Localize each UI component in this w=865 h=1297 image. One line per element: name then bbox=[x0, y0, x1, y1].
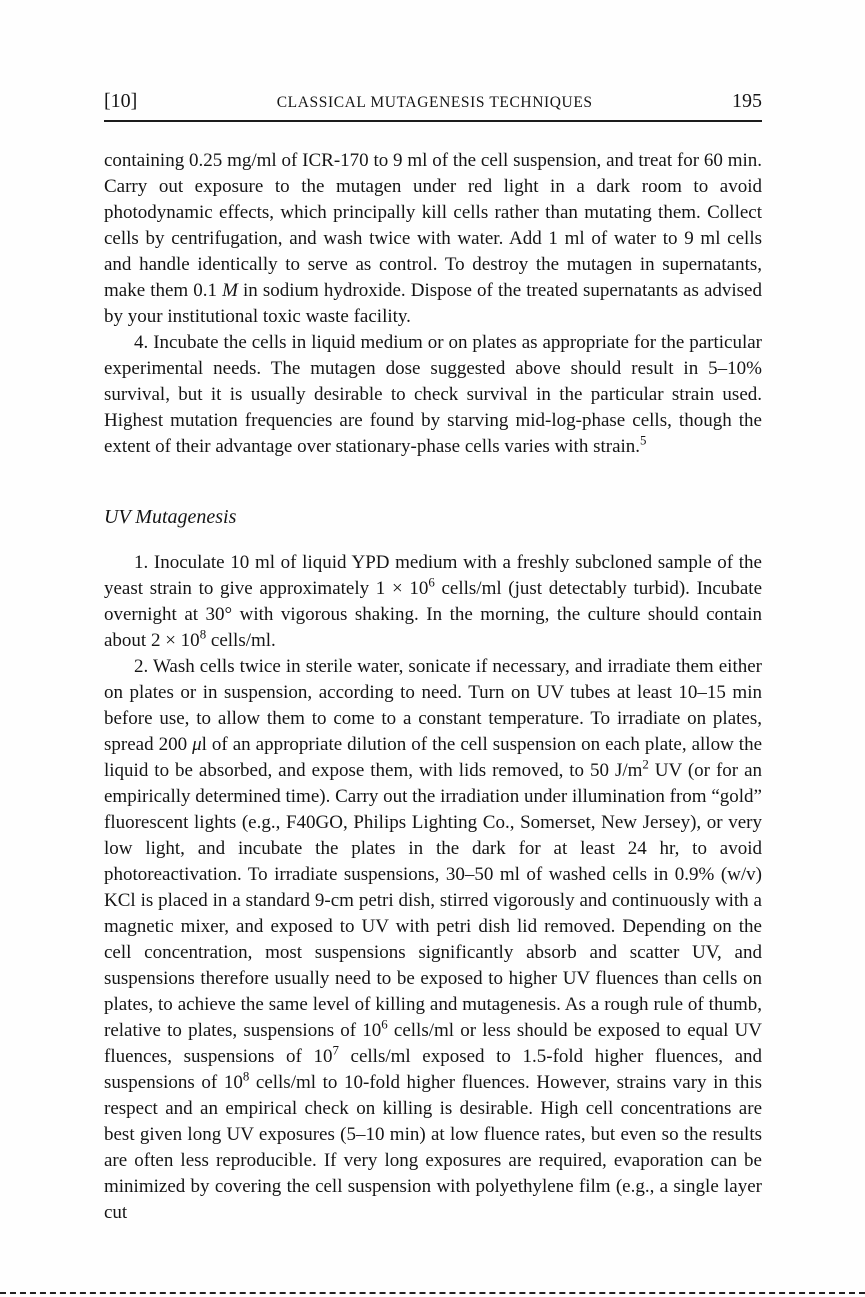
paragraph-continuation: containing 0.25 mg/ml of ICR-170 to 9 ml of the cell suspension, and treat for 60 min. Carry out exposure to the mutagen under red light in a dark room to avoid photodynamic effects, which principally kill cells rather than mutating them. Collect cells by centrifugation, and wash twice with water. Add 1 ml of water to 9 ml cells and handle identically to serve as control. To destroy the mutagen in supernatants, make them 0.1 M in sodium hydroxide. Dispose of the treated supernatants as advised by your institutional toxic waste facility. bbox=[104, 150, 762, 327]
paragraph-step-2: 2. Wash cells twice in sterile water, sonicate if necessary, and irradiate them either on plates or in suspension, according to need. Turn on UV tubes at least 10–15 min before use, to allow them to come to a constant temperature. To irradiate on plates, spread 200 μl of an appropriate dilution of the cell suspension on each plate, allow the liquid to be absorbed, and expose them, with lids removed, to 50 $J/m^2$ UV (or for an empirically determined time). Carry out the irradiation under illumination from “gold” fluorescent lights (e.g., F40GO, Philips Lighting Co., Somerset, New Jersey), or very low light, and incubate the plates in the dark for at least 24 hr, to avoid photoreactivation. To irradiate suspensions, 30–50 ml of washed cells in 0.9% (w/v) KCl is placed in a standard 9-cm petri dish, stirred vigorously and continuously with a magnetic mixer, and exposed to UV with petri dish lid removed. Depending on the cell concentration, most suspensions significantly absorb and scatter UV, and suspensions therefore usually need to be exposed to higher UV fluences than cells on plates, to achieve the same level of killing and mutagenesis. As a rough rule of thumb, relative to plates, suspensions of $10^6$ cells/ml or less should be exposed to equal UV fluences, suspensions of $10^7$ cells/ml exposed to 1.5-fold higher fluences, and suspensions of $10^8$ cells/ml to 10-fold higher fluences. However, strains vary in this respect and an empirical check on killing is desirable. High cell concentrations are best given long UV exposures (5–10 min) at low fluence rates, but even so the results are often less reproducible. If very long exposures are required, evaporation can be minimized by covering the cell suspension with polyethylene film (e.g., a single layer cut bbox=[104, 656, 763, 1223]
page-header bbox=[104, 90, 762, 122]
paragraph-step-1: 1. Inoculate 10 ml of liquid YPD medium with a freshly subcloned sample of the yeast strain to give approximately $1 \times 10^6$ cells/ml (just detectably turbid). Incubate overnight at 30° with vigorous shaking. In the morning, the culture should contain about $2 \times 10^8$ cells/ml. bbox=[104, 552, 763, 651]
page-number: 195 bbox=[732, 90, 762, 112]
main-text bbox=[104, 148, 762, 1226]
running-title: CLASSICAL MUTAGENESIS TECHNIQUES bbox=[276, 94, 593, 111]
chapter-section-label: [10] bbox=[104, 90, 138, 112]
bottom-scan-artifact-line bbox=[0, 1292, 865, 1294]
uv-mutagenesis-heading: UV Mutagenesis bbox=[104, 506, 237, 528]
paragraph-step-4: 4. Incubate the cells in liquid medium or on plates as appropriate for the particular experimental needs. The mutagen dose suggested above should result in 5–10% survival, but it is usually desirable to check survival in the particular strain used. Highest mutation frequencies are found by starving mid-log-phase cells, though the extent of their advantage over stationary-phase cells varies with strain.$^5$ bbox=[104, 332, 762, 457]
text-column bbox=[104, 90, 762, 1226]
